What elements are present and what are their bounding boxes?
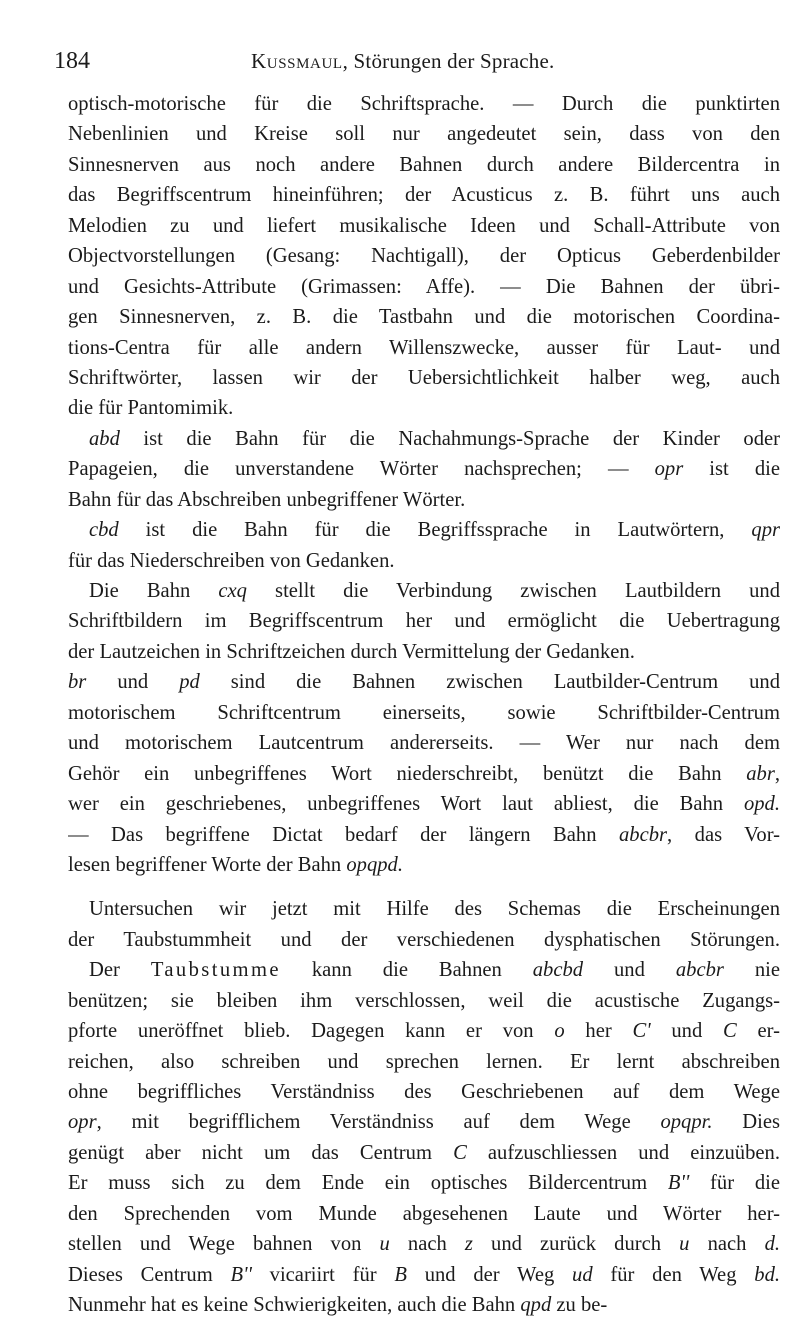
text-run: das Begriffscentrum hineinführen; der Acusticus z. B. führt uns auch [68, 184, 780, 207]
italic-symbol: abcbr [618, 823, 668, 846]
italic-symbol: B'' [667, 1172, 690, 1195]
text-run: für die [689, 1172, 780, 1195]
page-header [54, 44, 780, 78]
text-run: kann die Bahnen [280, 959, 533, 982]
text-run: Bahn für das Abschreiben unbegriffener Wörter. [68, 488, 466, 511]
text-run: der Lautzeichen in Schriftzeichen durch Vermittelung der Gedanken. [68, 640, 635, 663]
text-run: Papageien, die unverstandene Wörter nachsprechen; — [68, 458, 655, 481]
text-run: und [650, 1020, 724, 1043]
italic-symbol: B'' [230, 1263, 252, 1286]
text-line [68, 637, 780, 667]
text-line [68, 454, 780, 484]
text-run: nach [389, 1233, 465, 1256]
italic-symbol: pd [179, 671, 200, 694]
text-line [68, 180, 780, 210]
text-run: benützen; sie bleiben ihm verschlossen, weil die acustische Zugangs- [68, 989, 780, 1012]
text-line [68, 955, 780, 985]
text-run: für das Niederschreiben von Gedanken. [68, 549, 395, 572]
body-text [68, 89, 780, 1321]
text-run: Objectvorstellungen (Gesang: Nachtigall), der Opticus Geberdenbilder [68, 245, 780, 268]
text-line [68, 894, 780, 924]
text-line [68, 119, 780, 149]
italic-symbol: qpr [751, 519, 780, 542]
running-head-title: , Störungen der Sprache. [342, 49, 555, 73]
text-run: Die Bahn [89, 580, 219, 602]
book-page [54, 0, 784, 1317]
italic-symbol: z [464, 1233, 473, 1256]
text-run: aufzuschliessen und einzuüben. [466, 1141, 780, 1164]
text-line [68, 363, 780, 393]
italic-symbol: opr [654, 458, 684, 481]
italic-symbol: opr [68, 1111, 97, 1134]
text-line [68, 1290, 780, 1320]
italic-symbol: opd. [743, 793, 780, 816]
text-run: die für Pantomimik. [68, 397, 234, 420]
text-line [68, 698, 780, 728]
text-run: Er muss sich zu dem Ende ein optisches Bildercentrum [68, 1172, 668, 1195]
text-line [68, 759, 780, 789]
italic-symbol: C [453, 1141, 467, 1164]
text-run: Gehör ein unbegriffenes Wort niederschreibt, benützt die Bahn [68, 762, 747, 785]
text-run: , das Vor- [667, 823, 780, 846]
text-run: stellen und Wege bahnen von [68, 1233, 380, 1256]
text-line [68, 546, 780, 576]
paragraph-gap [68, 880, 780, 894]
text-run: den Sprechenden vom Munde abgesehenen Laute und Wörter her- [68, 1202, 780, 1225]
italic-symbol: abcbd [532, 959, 584, 982]
text-line [68, 1016, 780, 1046]
text-run: und Gesichts-Attribute (Grimassen: Affe). — Die Bahnen der übri- [68, 275, 780, 298]
text-line [68, 1047, 780, 1077]
italic-symbol: qpd [520, 1294, 552, 1317]
text-line [68, 1138, 780, 1168]
text-run: wer ein geschriebenes, unbegriffenes Wort laut abliest, die Bahn [68, 793, 744, 816]
text-line [68, 424, 780, 454]
text-line [68, 1199, 780, 1229]
text-run: vicariirt für [251, 1263, 395, 1286]
text-line [68, 986, 780, 1016]
text-run: Der [89, 959, 151, 982]
text-line [68, 850, 780, 880]
text-run: zu be- [551, 1294, 608, 1317]
text-run: und [86, 671, 180, 694]
text-run: Sinnesnerven aus noch andere Bahnen durch andere Bildercentra in [68, 153, 780, 176]
text-run: Schriftwörter, lassen wir der Uebersichtlichkeit halber weg, auch [68, 366, 780, 389]
italic-symbol: o [554, 1020, 565, 1043]
text-run: pforte uneröffnet blieb. Dagegen kann er von [68, 1020, 555, 1043]
text-line [68, 1168, 780, 1198]
text-run: ist die Bahn für die Nachahmungs-Sprache der Kinder oder [119, 427, 780, 450]
text-run: Dieses Centrum [68, 1263, 231, 1286]
text-line [68, 302, 780, 332]
text-line [68, 89, 780, 119]
text-run: und [583, 959, 676, 982]
italic-symbol: abd [89, 427, 120, 450]
italic-symbol: C [723, 1020, 737, 1043]
text-run: Schriftbildern im Begriffscentrum her und ermöglicht die Uebertragung [68, 610, 780, 633]
text-run: , [774, 762, 780, 785]
text-run: — Das begriffene Dictat bedarf der längern Bahn [68, 823, 619, 846]
text-line [68, 241, 780, 271]
text-run: ohne begriffliches Verständniss des Geschriebenen auf dem Wege [68, 1081, 780, 1103]
text-run: der Taubstummheit und der verschiedenen dysphatischen Störungen. [68, 928, 780, 951]
text-line [68, 1260, 780, 1290]
text-line [68, 515, 780, 545]
italic-symbol: ud [572, 1263, 593, 1286]
text-run: ist die Bahn für die Begriffssprache in Lautwörtern, [118, 519, 752, 542]
text-run: stellt die Verbindung zwischen Lautbildern und [246, 580, 780, 602]
italic-symbol: opqpd. [346, 853, 403, 876]
text-line [68, 333, 780, 363]
text-line [68, 1107, 780, 1137]
text-run: für den Weg [592, 1263, 755, 1286]
italic-symbol: bd. [754, 1263, 780, 1286]
italic-symbol: u [679, 1233, 690, 1256]
text-line [68, 150, 780, 180]
text-run: gen Sinnesnerven, z. B. die Tastbahn und die motorischen Coordina- [68, 306, 780, 329]
italic-symbol: abr [746, 762, 775, 785]
text-line [68, 789, 780, 819]
text-run: Nebenlinien und Kreise soll nur angedeutet sein, dass von den [68, 123, 780, 146]
text-line [68, 667, 780, 697]
italic-symbol: B [394, 1263, 407, 1286]
text-run: nie [723, 959, 780, 982]
running-head [251, 44, 554, 78]
text-run: und zurück durch [472, 1233, 680, 1256]
italic-symbol: cbd [89, 519, 119, 542]
text-line [68, 1077, 780, 1107]
italic-symbol: cxq [218, 580, 247, 602]
italic-symbol: d. [764, 1233, 780, 1256]
italic-symbol: opqpr. [660, 1111, 713, 1134]
running-head-author: Kussmaul [251, 49, 343, 73]
italic-symbol: abcbr [675, 959, 724, 982]
text-run: reichen, also schreiben und sprechen lernen. Er lernt abschreiben [68, 1050, 780, 1073]
italic-symbol: br [68, 671, 87, 694]
text-line [68, 211, 780, 241]
text-run: sind die Bahnen zwischen Lautbilder-Centrum und [199, 671, 780, 694]
text-run: Dies [712, 1111, 780, 1134]
text-line [68, 576, 780, 606]
text-run: Nunmehr hat es keine Schwierigkeiten, auch die Bahn [68, 1294, 521, 1317]
text-run: Melodien zu und liefert musikalische Ideen und Schall-Attribute von [68, 214, 780, 237]
text-run: er- [736, 1020, 780, 1043]
text-run: lesen begriffener Worte der Bahn [68, 853, 347, 876]
text-run: motorischem Schriftcentrum einerseits, sowie Schriftbilder-Centrum [68, 701, 780, 724]
text-run: und der Weg [406, 1263, 573, 1286]
text-run: her [564, 1020, 633, 1043]
text-line [68, 1229, 780, 1259]
page-number: 184 [54, 48, 90, 74]
text-run: Untersuchen wir jetzt mit Hilfe des Schemas die Erscheinungen [89, 898, 780, 921]
italic-symbol: u [379, 1233, 390, 1256]
italic-symbol: C' [632, 1020, 651, 1043]
text-run: genügt aber nicht um das Centrum [68, 1141, 454, 1164]
text-line [68, 393, 780, 423]
spaced-emphasis: Taubstumme [150, 959, 281, 982]
text-run: tions-Centra für alle andern Willenszwecke, ausser für Laut- und [68, 336, 780, 359]
text-run: ist die [683, 458, 780, 481]
text-line [68, 728, 780, 758]
text-line [68, 485, 780, 515]
text-line [68, 925, 780, 955]
text-run: und motorischem Lautcentrum andererseits. — Wer nur nach dem [68, 732, 780, 755]
text-run: , mit begrifflichem Verständniss auf dem Wege [96, 1111, 661, 1134]
text-line [68, 606, 780, 636]
text-run: nach [689, 1233, 765, 1256]
text-run: optisch-motorische für die Schriftsprache. — Durch die punktirten [68, 93, 780, 115]
text-line [68, 272, 780, 302]
text-line [68, 820, 780, 850]
